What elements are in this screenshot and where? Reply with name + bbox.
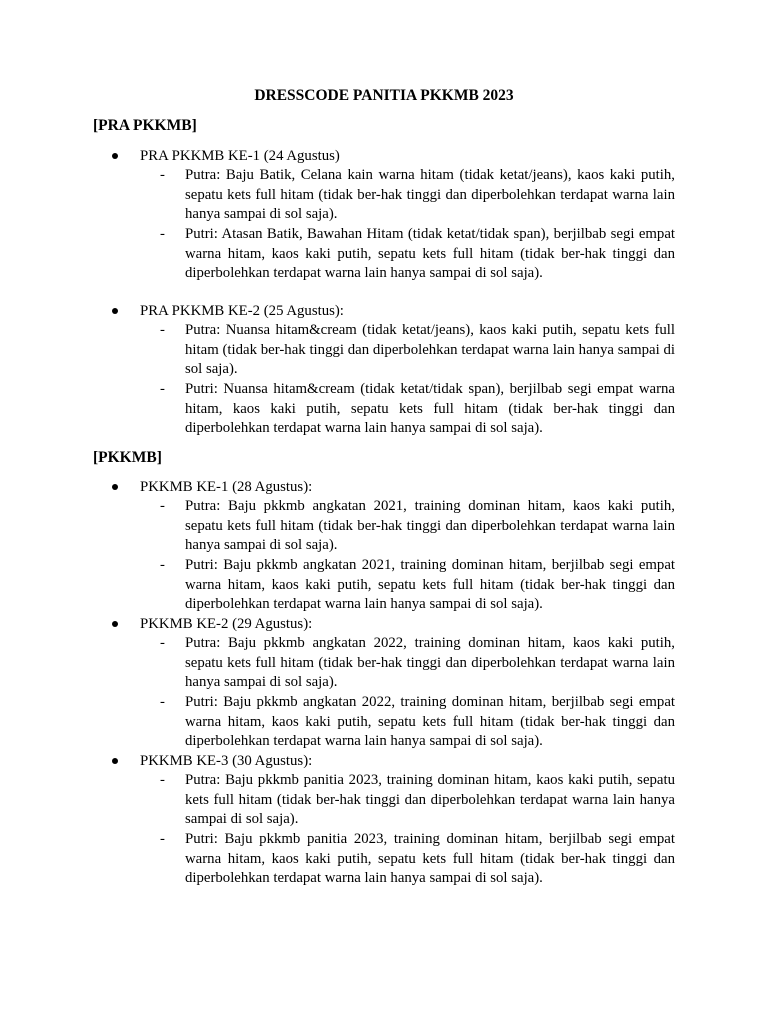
dress-item-text: Putra: Baju pkkmb angkatan 2022, training dominan hitam, kaos kaki putih, sepatu kets full hitam (tidak ber-hak tinggi dan diperbolehkan terdapat warna lain hanya sampai di sol saja). xyxy=(185,635,675,691)
day-label: PKKMB KE-1 (28 Agustus): xyxy=(140,479,313,495)
dash-icon: - xyxy=(160,381,165,397)
bullet-icon xyxy=(112,621,118,627)
bullet-icon xyxy=(112,758,118,764)
dash-icon: - xyxy=(160,167,165,183)
dash-icon: - xyxy=(160,635,165,651)
dress-item-text: Putra: Baju Batik, Celana kain warna hitam (tidak ketat/jeans), kaos kaki putih, sepatu kets full hitam (tidak ber-hak tinggi dan diperbolehkan terdapat warna lain hanya sampai di sol saja). xyxy=(185,167,675,223)
dress-item-text: Putra: Baju pkkmb panitia 2023, training dominan hitam, kaos kaki putih, sepatu kets full hitam (tidak ber-hak tinggi dan diperbolehkan terdapat warna lain hanya sampai di sol saja). xyxy=(185,772,675,828)
dress-item-text: Putra: Nuansa hitam&cream (tidak ketat/jeans), kaos kaki putih, sepatu kets full hitam (tidak ber-hak tinggi dan diperbolehkan terdapat warna lain hanya sampai di sol saja). xyxy=(185,322,675,378)
dash-icon: - xyxy=(160,226,165,242)
day-label: PKKMB KE-3 (30 Agustus): xyxy=(140,753,313,769)
dash-icon: - xyxy=(160,694,165,710)
dash-icon: - xyxy=(160,322,165,338)
dress-item-text: Putri: Baju pkkmb angkatan 2022, training dominan hitam, berjilbab segi empat warna hitam, kaos kaki putih, sepatu kets full hitam (tidak ber-hak tinggi dan diperbolehkan terdapat warna lain hanya sampai di sol saja). xyxy=(185,694,675,750)
dress-item-text: Putri: Baju pkkmb panitia 2023, training dominan hitam, berjilbab segi empat warna hitam, kaos kaki putih, sepatu kets full hitam (tidak ber-hak tinggi dan diperbolehkan terdapat warna lain hanya sampai di sol saja). xyxy=(185,831,675,887)
dress-item-text: Putri: Nuansa hitam&cream (tidak ketat/tidak span), berjilbab segi empat warna hitam, kaos kaki putih, sepatu kets full hitam (tidak ber-hak tinggi dan diperbolehkan terdapat warna lain hanya sampai di sol saja). xyxy=(185,381,675,437)
document-title: DRESSCODE PANITIA PKKMB 2023 xyxy=(254,87,514,104)
dress-item-text: Putri: Atasan Batik, Bawahan Hitam (tidak ketat/tidak span), berjilbab segi empat warna hitam, kaos kaki putih, sepatu kets full hitam (tidak ber-hak tinggi dan diperbolehkan terdapat warna lain hanya sampai di sol saja). xyxy=(185,226,675,282)
day-label: PRA PKKMB KE-1 (24 Agustus) xyxy=(140,148,340,164)
day-label: PKKMB KE-2 (29 Agustus): xyxy=(140,616,313,632)
bullet-icon xyxy=(112,153,118,159)
dash-icon: - xyxy=(160,772,165,788)
day-label: PRA PKKMB KE-2 (25 Agustus): xyxy=(140,303,344,319)
dash-icon: - xyxy=(160,498,165,514)
dash-icon: - xyxy=(160,831,165,847)
dress-item-text: Putri: Baju pkkmb angkatan 2021, training dominan hitam, berjilbab segi empat warna hitam, kaos kaki putih, sepatu kets full hitam (tidak ber-hak tinggi dan diperbolehkan terdapat warna lain hanya sampai di sol saja). xyxy=(185,557,675,613)
section-heading-pkkmb: [PKKMB] xyxy=(93,449,162,466)
dash-icon: - xyxy=(160,557,165,573)
section-heading-pra-pkkmb: [PRA PKKMB] xyxy=(93,117,197,134)
bullet-icon xyxy=(112,484,118,490)
bullet-icon xyxy=(112,308,118,314)
dress-item-text: Putra: Baju pkkmb angkatan 2021, training dominan hitam, kaos kaki putih, sepatu kets full hitam (tidak ber-hak tinggi dan diperbolehkan terdapat warna lain hanya sampai di sol saja). xyxy=(185,498,675,554)
